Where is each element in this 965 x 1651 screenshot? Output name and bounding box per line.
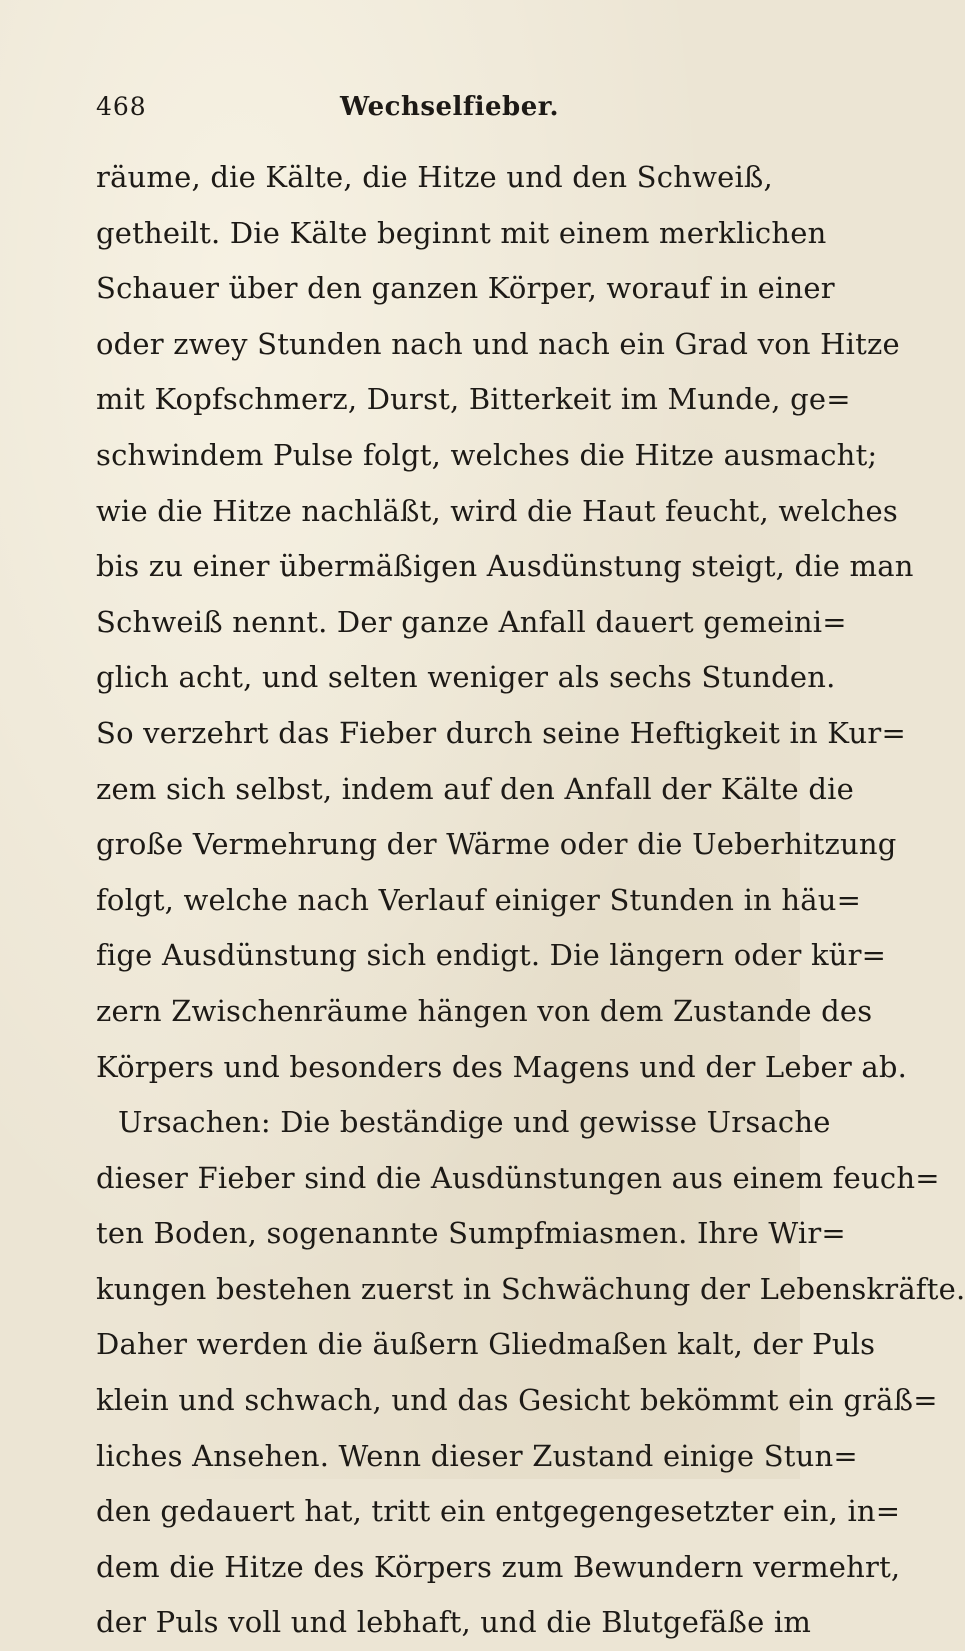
text-line: Schweiß nennt. Der ganze Anfall dauert gemeini=: [96, 604, 847, 639]
text-line: liches Ansehen. Wenn dieser Zustand einige Stun=: [96, 1438, 858, 1473]
text-line: kungen bestehen zuerst in Schwächung der Lebenskräfte.: [96, 1271, 965, 1306]
text-line: Körpers und besonders des Magens und der Leber ab.: [96, 1049, 908, 1084]
text-line: dieser Fieber sind die Ausdünstungen aus einem feuch=: [96, 1160, 940, 1195]
text-line: klein und schwach, und das Gesicht bekömmt ein gräß=: [96, 1383, 938, 1418]
text-line: der Puls voll und lebhaft, und die Blutgefäße im: [96, 1605, 812, 1640]
text-line: getheilt. Die Kälte beginnt mit einem merklichen: [96, 215, 827, 250]
text-line: folgt, welche nach Verlauf einiger Stunden in häu=: [96, 882, 862, 917]
text-line: bis zu einer übermäßigen Ausdünstung steigt, die man: [96, 549, 914, 584]
text-line: zern Zwischenräume hängen von dem Zustande des: [96, 993, 873, 1028]
page-number: 468: [96, 92, 147, 121]
text-line: So verzehrt das Fieber durch seine Heftigkeit in Kur=: [96, 715, 906, 750]
text-line: Schauer über den ganzen Körper, worauf in einer: [96, 271, 835, 306]
text-line: räume, die Kälte, die Hitze und den Schweiß,: [96, 160, 773, 194]
page-header: [96, 92, 736, 132]
text-line: Ursachen: Die beständige und gewisse Ursache: [118, 1105, 831, 1140]
text-line: große Vermehrung der Wärme oder die Ueberhitzung: [96, 827, 897, 862]
text-line: den gedauert hat, tritt ein entgegengesetzter ein, in=: [96, 1494, 901, 1529]
body-text: [96, 150, 965, 1651]
text-line: schwindem Pulse folgt, welches die Hitze ausmacht;: [96, 437, 878, 472]
text-line: Daher werden die äußern Gliedmaßen kalt, der Puls: [96, 1327, 876, 1362]
text-line: glich acht, und selten weniger als sechs Stunden.: [96, 660, 836, 695]
text-line: fige Ausdünstung sich endigt. Die längern oder kür=: [96, 938, 887, 973]
running-head: Wechselfieber.: [340, 92, 560, 122]
text-line: wie die Hitze nachläßt, wird die Haut feucht, welches: [96, 493, 898, 528]
text-line: mit Kopfschmerz, Durst, Bitterkeit im Munde, ge=: [96, 382, 851, 417]
text-line: oder zwey Stunden nach und nach ein Grad von Hitze: [96, 326, 900, 361]
text-line: zem sich selbst, indem auf den Anfall der Kälte die: [96, 771, 854, 806]
text-line: ten Boden, sogenannte Sumpfmiasmen. Ihre Wir=: [96, 1216, 846, 1251]
text-line: dem die Hitze des Körpers zum Bewundern vermehrt,: [96, 1549, 901, 1584]
